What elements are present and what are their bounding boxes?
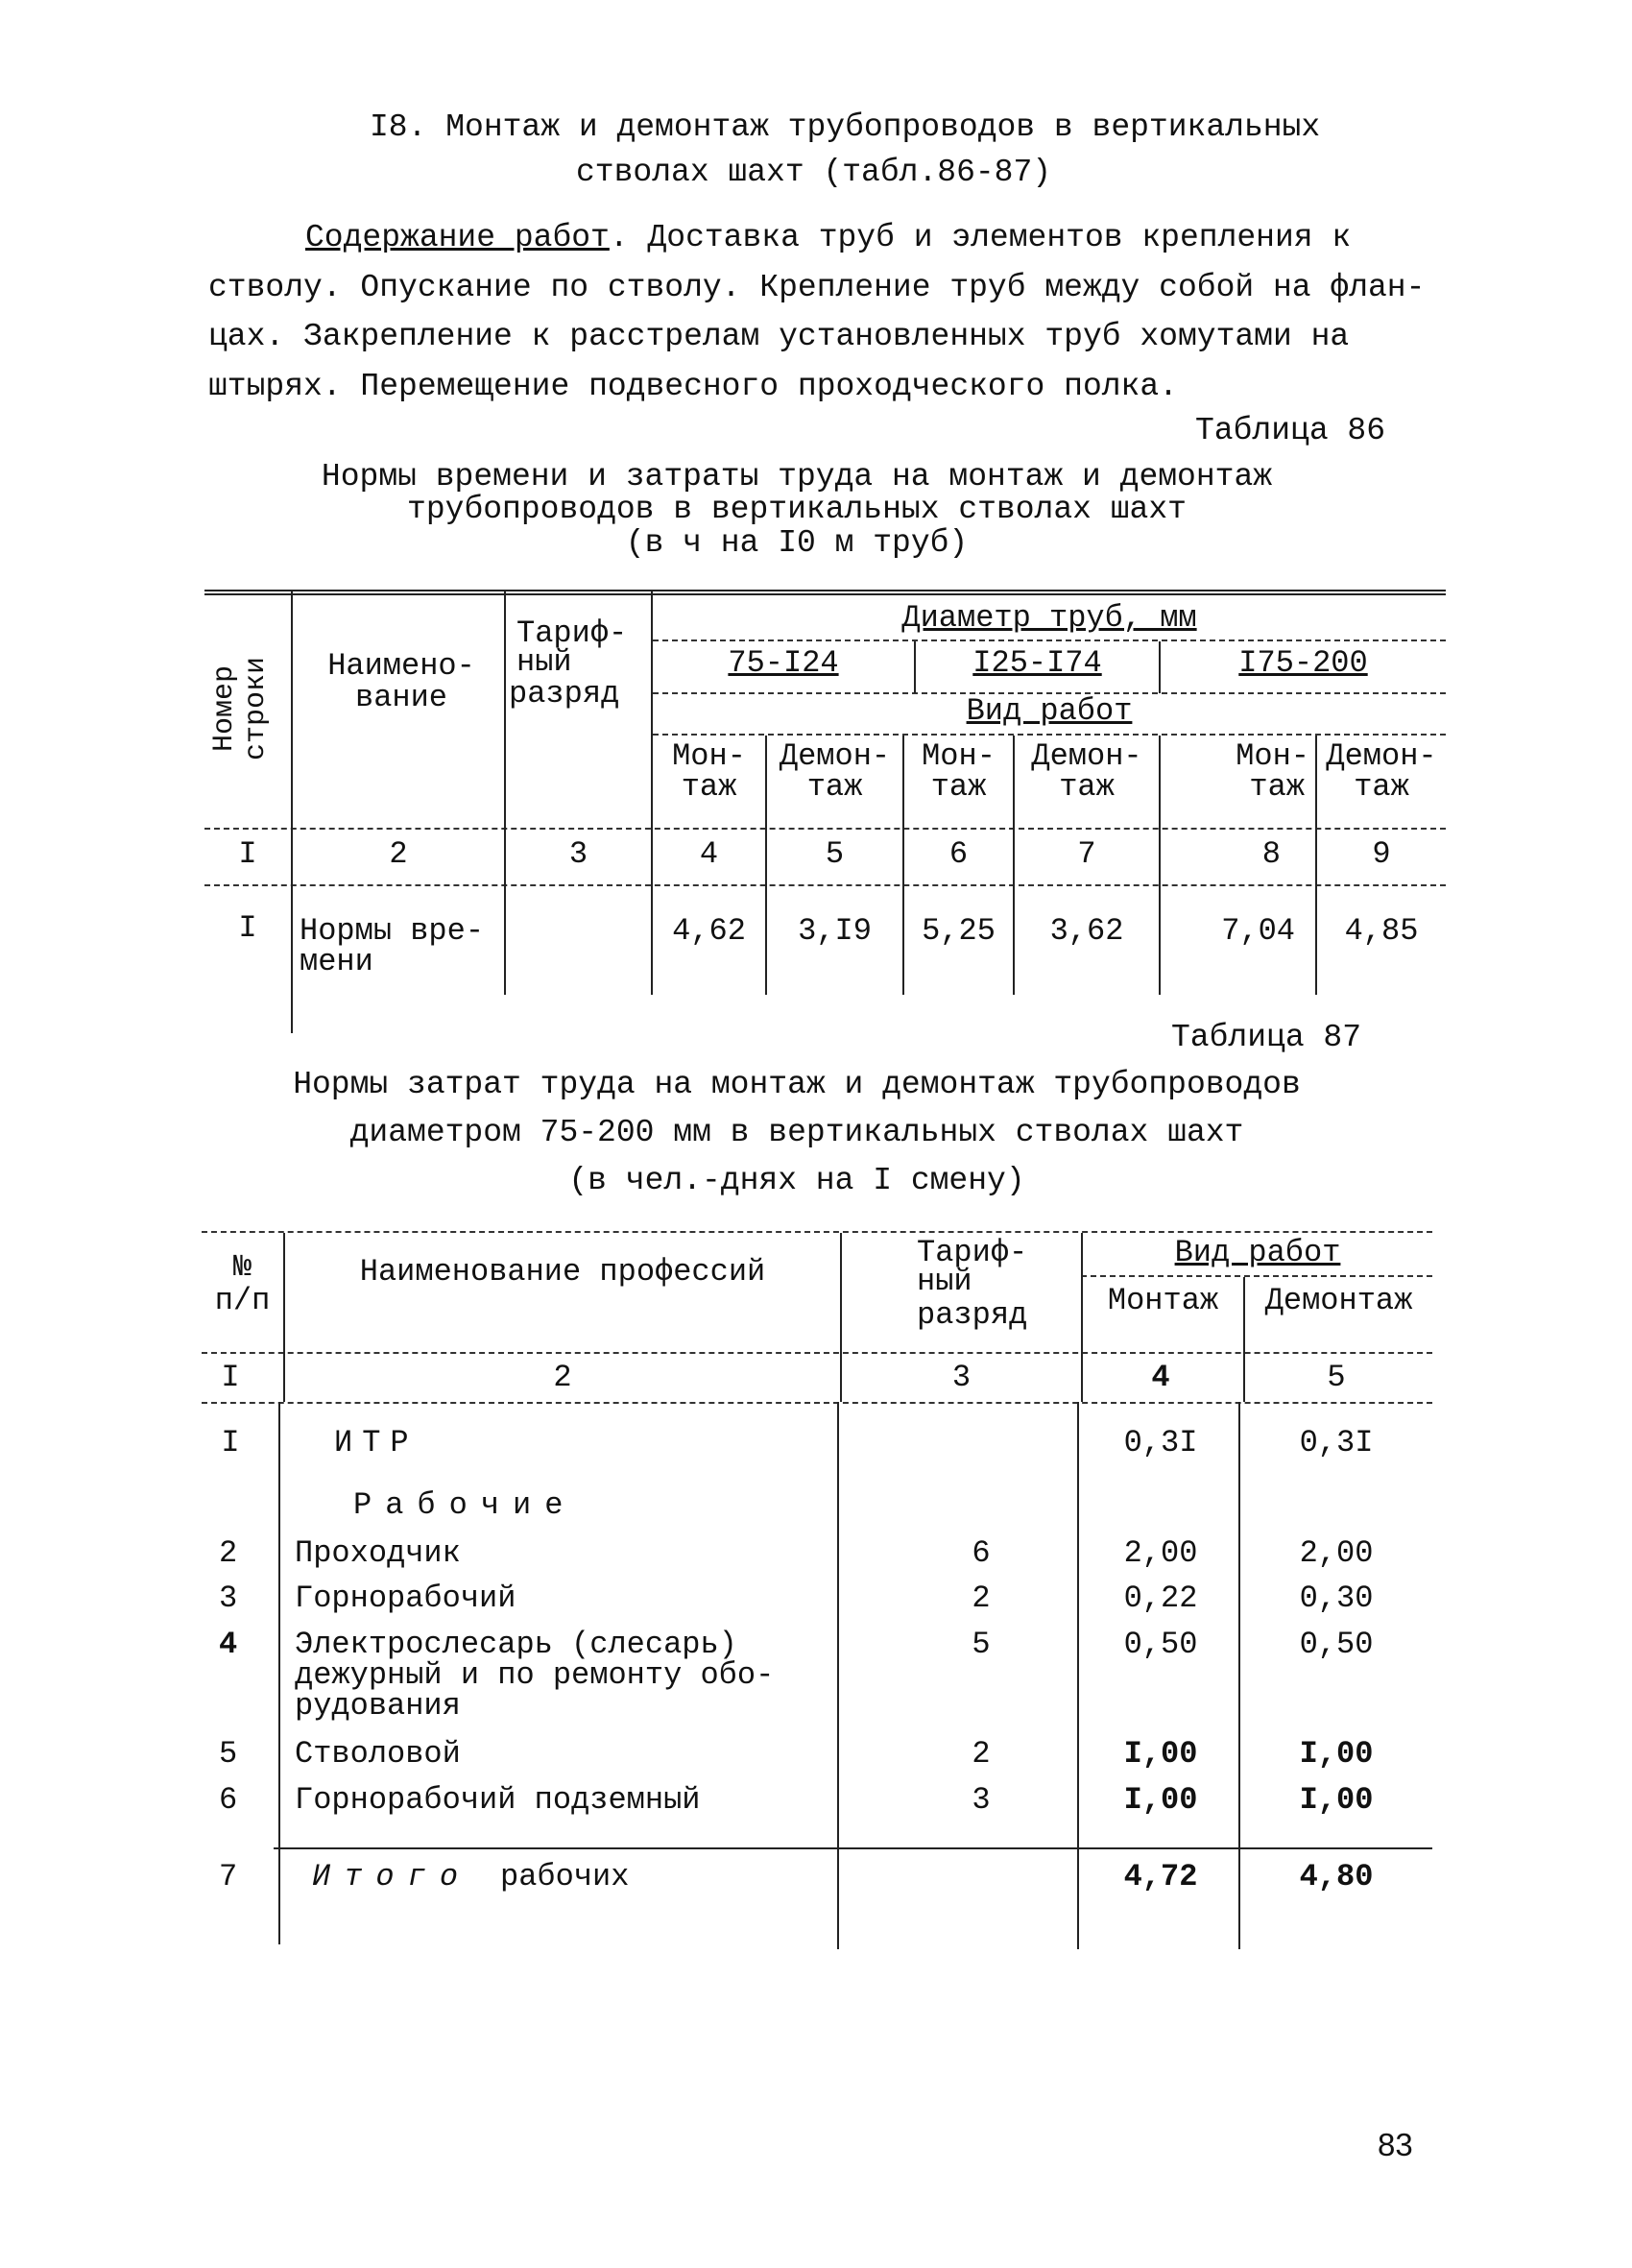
table87-grade: 5	[972, 1627, 991, 1662]
table86-dem-3a: Демон-	[1326, 738, 1437, 774]
table86-title-line1: Нормы времени и затраты труда на монтаж и демонтаж	[321, 459, 1273, 495]
table86-head-diameter: Диаметр труб, мм	[901, 600, 1197, 636]
table86-head-work-type: Вид работ	[966, 693, 1133, 729]
content-line1-rest: . Доставка труб и элементов крепления к	[609, 220, 1352, 255]
table87-total-mount: 4,72	[1123, 1859, 1198, 1894]
table86-col-num: 7	[1077, 836, 1096, 872]
table87-grade: 3	[972, 1782, 991, 1818]
content-label: Содержание работ	[305, 220, 610, 255]
table87-prof-name: Проходчик	[295, 1535, 461, 1571]
table87-mount-value: 2,00	[1123, 1535, 1198, 1571]
table86-col-num: 5	[825, 836, 845, 872]
table86-value: 4,62	[672, 913, 746, 949]
table87-head-no-2: п/п	[214, 1283, 271, 1318]
table86-row-no: I	[238, 910, 257, 946]
table86-dem-2a: Демон-	[1031, 738, 1142, 774]
table87-prof-name: Горнорабочий подземный	[295, 1782, 701, 1818]
table87-label: Таблица 87	[1171, 1020, 1362, 1055]
table87-total-label	[312, 1859, 630, 1894]
table86-head-row-no: Номер строки	[208, 656, 273, 761]
table87-head-work-type: Вид работ	[1174, 1235, 1341, 1270]
table87-title-line2: диаметром 75-200 мм в вертикальных стволах шахт	[349, 1115, 1244, 1150]
content-line2: стволу. Опускание по стволу. Крепление труб между собой на флан-	[208, 270, 1426, 305]
table87-prof-name: Горнорабочий	[295, 1580, 516, 1616]
table87-head-no-1: №	[232, 1249, 252, 1285]
table86-value: 4,85	[1344, 913, 1419, 949]
table87-head-prof: Наименование профессий	[359, 1254, 766, 1290]
section-title-line1: I8. Монтаж и демонтаж трубопроводов в вертикальных	[370, 109, 1321, 145]
table87-prof-name-3: рудования	[295, 1688, 461, 1724]
content-line4: штырях. Перемещение подвесного проходческого полка.	[208, 369, 1178, 404]
table86-mon-3b: таж	[1249, 769, 1305, 805]
table87-dismount-value: 2,00	[1299, 1535, 1374, 1571]
table87-total-label-rest: рабочих	[500, 1859, 630, 1894]
table86-dem-3b: таж	[1354, 769, 1409, 805]
table87-dismount-value: 0,50	[1299, 1627, 1374, 1662]
table86-dem-2b: таж	[1059, 769, 1115, 805]
table87-head-grade-3: разряд	[917, 1297, 1028, 1333]
content-line3: цах. Закрепление к расстрелам установленных труб хомутами на	[208, 319, 1350, 354]
table86-value: 7,04	[1221, 913, 1295, 949]
table86-head-grade-2: ный	[516, 644, 572, 680]
table86-title-line3: (в ч на I0 м труб)	[625, 525, 969, 561]
table86-col-num: 3	[568, 836, 588, 872]
table87-title-line1: Нормы затрат труда на монтаж и демонтаж трубопроводов	[293, 1067, 1301, 1102]
table86-col-num: 4	[699, 836, 719, 872]
table86-col-num: 8	[1261, 836, 1281, 872]
table87-total-dismount: 4,80	[1299, 1859, 1374, 1894]
table86-diam-1: 75-I24	[728, 645, 839, 681]
table86-col-num: 2	[389, 836, 408, 872]
table87-total-label-spaced: Итого	[312, 1859, 472, 1894]
table87-row-no: 2	[219, 1535, 238, 1571]
section-title-line2: стволах шахт (табл.86-87)	[576, 155, 1052, 190]
table86-head-name: Наимено- вание	[327, 648, 475, 715]
table87-col-num: 3	[951, 1360, 972, 1395]
table86-value: 3,I9	[798, 913, 872, 949]
page-number: 83	[1378, 2127, 1413, 2162]
table87-grade: 6	[972, 1535, 991, 1571]
table87-head-grade-2: ный	[917, 1264, 972, 1299]
table86-row-name-1: Нормы вре-	[300, 913, 485, 949]
table86-dem-1a: Демон-	[779, 738, 891, 774]
table87-row-no: 7	[219, 1859, 238, 1894]
table87-mount-value: 0,50	[1123, 1627, 1198, 1662]
table87-dismount-value: I,00	[1299, 1782, 1374, 1818]
table86-head-grade-3: разряд	[509, 676, 620, 712]
table87-grade: 2	[972, 1736, 991, 1772]
table86-mon-2b: таж	[930, 769, 987, 805]
table86-col-num: 9	[1372, 836, 1391, 872]
table86-row-name-2: мени	[300, 944, 373, 979]
table87-row-no: 6	[219, 1782, 238, 1818]
table86-mon-1a: Мон-	[672, 738, 746, 774]
table87-mount-value: 0,22	[1123, 1580, 1198, 1616]
table87-dismount-value: I,00	[1299, 1736, 1374, 1772]
table86-diam-3: I75-200	[1238, 645, 1368, 681]
table87-col-num: I	[221, 1360, 240, 1395]
table87-itr-name: ИТР	[334, 1425, 419, 1460]
table87-head-dismount: Демонтаж	[1264, 1283, 1413, 1318]
table87-mount-value: I,00	[1123, 1736, 1198, 1772]
table87-grade: 2	[972, 1580, 991, 1616]
table87-dismount-value: 0,3I	[1299, 1425, 1374, 1460]
table87-dismount-value: 0,30	[1299, 1580, 1374, 1616]
table86-diam-2: I25-I74	[972, 645, 1102, 681]
table87-col-num: 4	[1151, 1360, 1170, 1395]
table87-workers-label: Рабочие	[353, 1487, 577, 1523]
table86-value: 5,25	[922, 913, 996, 949]
table86-mon-3a: Мон-	[1236, 738, 1309, 774]
table87-col-num: 2	[553, 1360, 572, 1395]
table87-row-no: 3	[219, 1580, 238, 1616]
table87-row-no: I	[221, 1425, 240, 1460]
table86-dem-1b: таж	[806, 769, 863, 805]
table87-prof-name-2: дежурный и по ремонту обо-	[295, 1657, 775, 1693]
table86-col-num: 6	[948, 836, 969, 872]
table87-row-no: 5	[219, 1736, 238, 1772]
table86-col-num: I	[238, 836, 257, 872]
table86-head-grade-1: Тариф-	[516, 615, 628, 651]
table87-mount-value: I,00	[1123, 1782, 1198, 1818]
table86-mon-1b: таж	[681, 769, 737, 805]
table86-title-line2: трубопроводов в вертикальных стволах шахт	[407, 492, 1187, 527]
table87-col-num: 5	[1327, 1360, 1346, 1395]
table87-mount-value: 0,3I	[1123, 1425, 1198, 1460]
content-line1	[305, 213, 1351, 262]
table87-prof-name: Стволовой	[295, 1736, 461, 1772]
table87-title-line3: (в чел.-днях на I смену)	[568, 1163, 1025, 1198]
table87-head-grade-1: Тариф-	[917, 1235, 1028, 1270]
table86-value: 3,62	[1049, 913, 1124, 949]
table87-row-no: 4	[219, 1627, 238, 1662]
table86-mon-2a: Мон-	[922, 738, 996, 774]
table86-label: Таблица 86	[1195, 413, 1386, 448]
table87-head-mount: Монтаж	[1107, 1283, 1219, 1318]
table87-prof-name-1: Электрослесарь (слесарь)	[295, 1627, 737, 1662]
